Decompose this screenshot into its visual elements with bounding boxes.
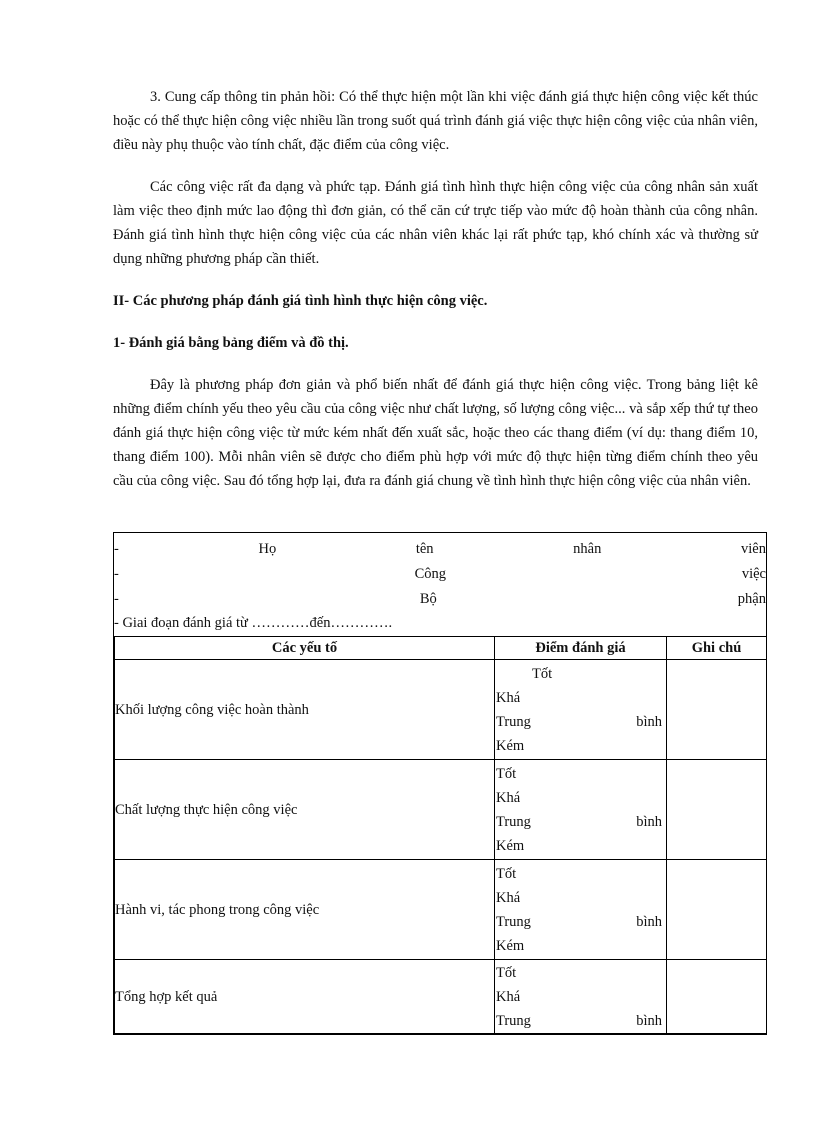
info-token: Bộ <box>419 591 437 607</box>
evaluation-table <box>114 636 767 1034</box>
info-row-job <box>114 562 766 587</box>
level-fair: Khá <box>496 789 521 806</box>
info-period: - Giai đoạn đánh giá từ …………đến…………. <box>114 615 393 631</box>
level-fair: Khá <box>496 689 521 706</box>
level-good: Tốt <box>532 665 553 682</box>
level-good: Tốt <box>496 765 517 782</box>
levels-cell <box>495 760 667 860</box>
level-poor: Kém <box>496 737 525 754</box>
level-average-suffix: bình <box>636 913 662 930</box>
levels-cell <box>495 960 667 1034</box>
info-row-department <box>114 587 766 612</box>
info-token: - <box>114 566 119 582</box>
level-average: Trung <box>496 713 531 730</box>
table-row <box>115 660 767 760</box>
level-average-suffix: bình <box>636 713 662 730</box>
level-average: Trung <box>496 813 531 830</box>
criterion-cell: Chất lượng thực hiện công việc <box>115 760 495 860</box>
info-token: Công <box>414 566 447 582</box>
paragraph-work-variety: Các công việc rất đa dạng và phức tạp. Đánh giá tình hình thực hiện công việc của công nhân sản xuất làm việc theo định mức lao động thì đơn giản, có thể căn cứ trực tiếp vào mức độ hoàn thành của công nhân. Đánh giá tình hình thực hiện công việc của các nhân viên khác lại rất phức tạp, khó chính xác và thường sử dụng những phương pháp cần thiết. <box>113 179 758 267</box>
info-row-period <box>114 612 766 636</box>
document-body <box>113 85 758 511</box>
criterion-cell: Khối lượng công việc hoàn thành <box>115 660 495 760</box>
levels-cell <box>495 860 667 960</box>
note-cell[interactable] <box>667 960 767 1034</box>
level-poor: Kém <box>496 937 525 954</box>
info-token: nhân <box>573 541 602 557</box>
level-good: Tốt <box>496 964 517 981</box>
note-cell[interactable] <box>667 860 767 960</box>
note-cell[interactable] <box>667 760 767 860</box>
level-good: Tốt <box>496 865 517 882</box>
paragraph-method: Đây là phương pháp đơn giản và phổ biến nhất để đánh giá thực hiện công việc. Trong bảng liệt kê những điểm chính yếu theo yêu cầu của công việc như chất lượng, số lượng công việc... và sắp xếp thứ tự theo đánh giá thực hiện công việc từ mức kém nhất đến xuất sắc, hoặc theo các thang điểm (ví dụ: thang điểm 10, thang điểm 100). Mỗi nhân viên sẽ được cho điểm phù hợp với mức độ thực hiện từng điểm chính theo yêu cầu của công việc. Sau đó tổng hợp lại, đưa ra đánh giá chung về tình hình thực hiện công việc của nhân viên. <box>113 377 758 489</box>
level-fair: Khá <box>496 889 521 906</box>
employee-info <box>114 533 766 636</box>
subsection-heading: 1- Đánh giá bằng bảng điểm và đồ thị. <box>113 335 349 351</box>
section-heading: II- Các phương pháp đánh giá tình hình thực hiện công việc. <box>113 293 488 309</box>
criterion-cell: Tổng hợp kết quả <box>115 960 495 1034</box>
level-average-suffix: bình <box>636 1012 662 1029</box>
level-average: Trung <box>496 913 531 930</box>
header-note: Ghi chú <box>667 637 767 660</box>
info-token: - <box>114 541 119 557</box>
info-token: phận <box>737 591 766 607</box>
level-average-suffix: bình <box>636 813 662 830</box>
level-poor: Kém <box>496 837 525 854</box>
info-token: tên <box>415 541 434 557</box>
table-row <box>115 760 767 860</box>
info-token: việc <box>741 566 766 582</box>
table-header-row <box>115 637 767 660</box>
table-row <box>115 960 767 1034</box>
header-score: Điểm đánh giá <box>495 637 667 660</box>
note-cell[interactable] <box>667 660 767 760</box>
levels-cell <box>495 660 667 760</box>
paragraph-feedback: 3. Cung cấp thông tin phản hồi: Có thể thực hiện một lần khi việc đánh giá thực hiện công việc kết thúc hoặc có thể thực hiện công việc nhiều lần trong suốt quá trình đánh giá việc thực hiện công việc của nhân viên, điều này phụ thuộc vào tính chất, đặc điểm của công việc. <box>113 89 758 153</box>
criterion-cell: Hành vi, tác phong trong công việc <box>115 860 495 960</box>
table-row <box>115 860 767 960</box>
info-token: Họ <box>258 541 277 557</box>
header-criteria: Các yếu tố <box>115 637 495 660</box>
info-token: - <box>114 591 119 607</box>
info-token: viên <box>740 541 766 557</box>
level-fair: Khá <box>496 988 521 1005</box>
info-row-name <box>114 537 766 562</box>
level-average: Trung <box>496 1012 531 1029</box>
evaluation-form <box>113 532 767 1035</box>
